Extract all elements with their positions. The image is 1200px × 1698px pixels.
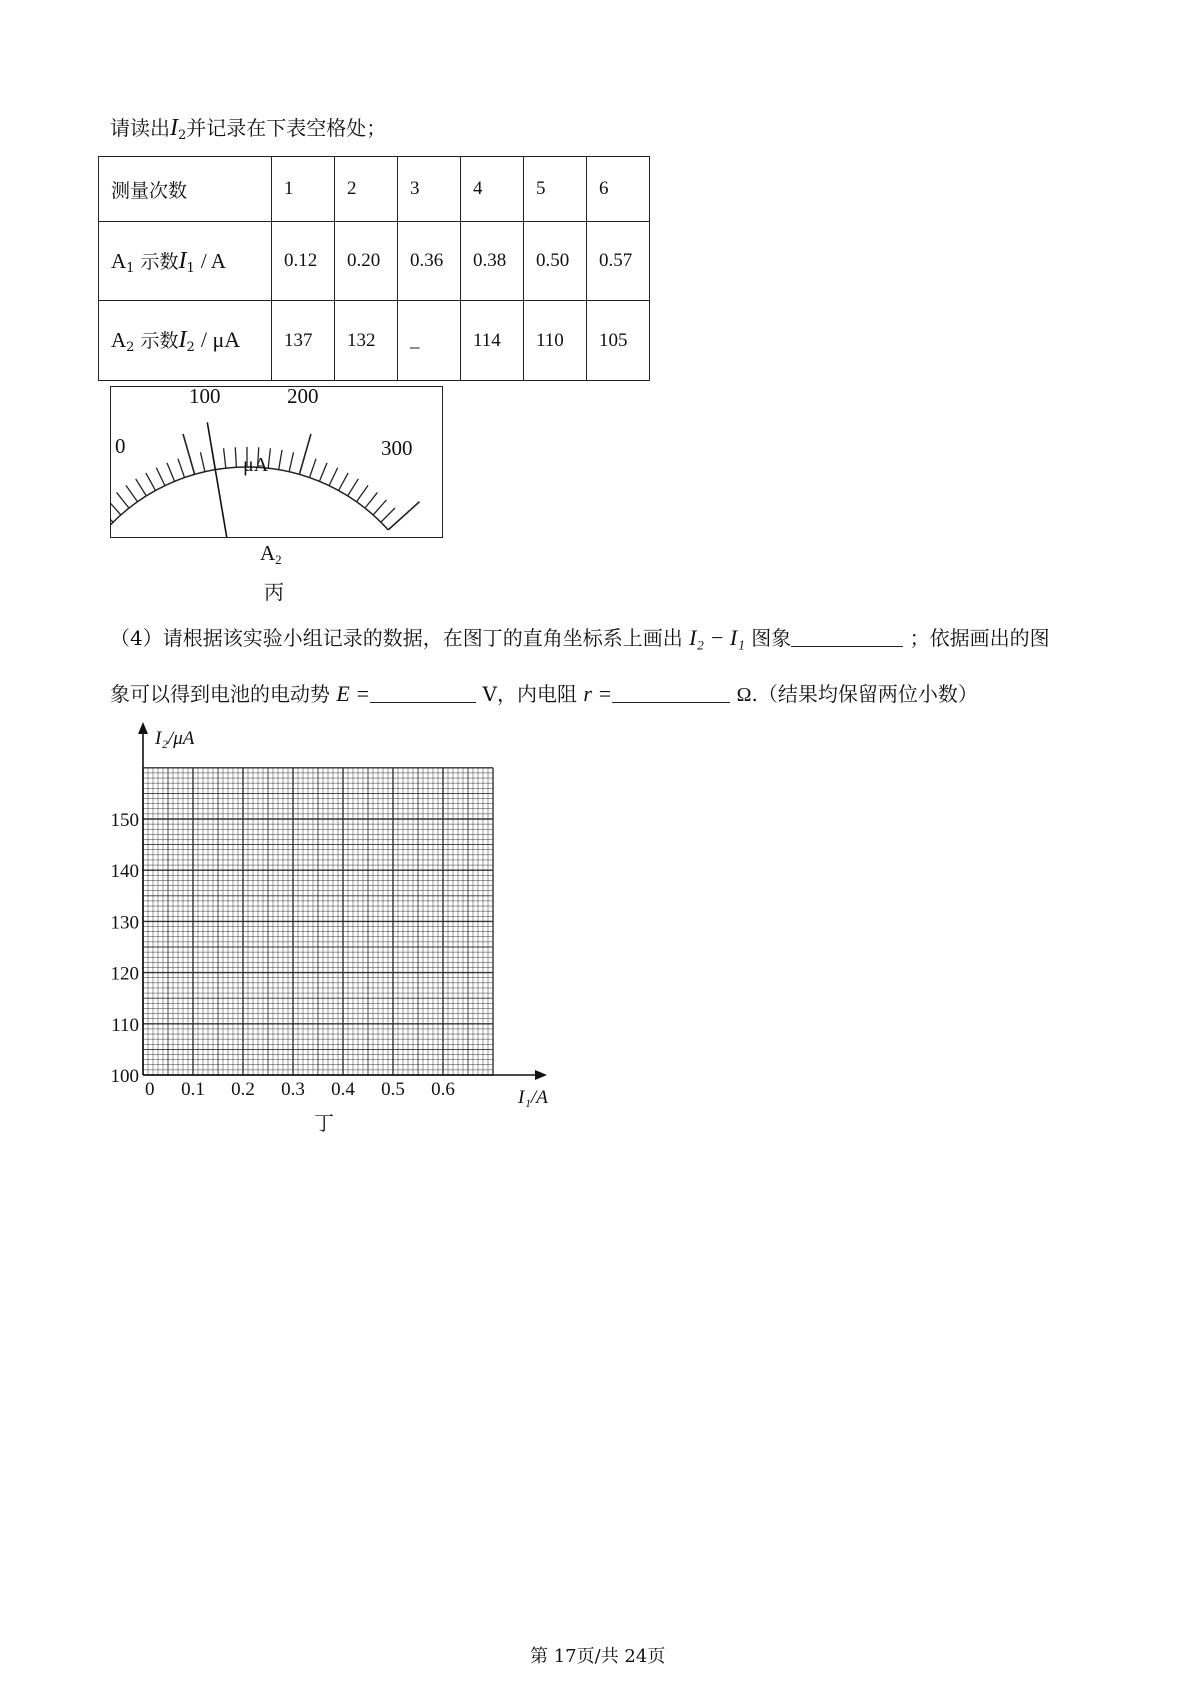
- table-header-label: 测量次数: [99, 157, 272, 222]
- cell-a1-5: 0.50: [524, 222, 587, 301]
- scale-tick: [235, 447, 236, 467]
- scale-tick: [146, 473, 156, 491]
- cell-a2-2: 132: [335, 301, 398, 381]
- intro-var-sub: 2: [178, 128, 187, 143]
- intro-line: [110, 112, 386, 143]
- scale-tick: [299, 434, 311, 474]
- graph-name: I₂ − I₁: [689, 625, 745, 650]
- table-row-a2: [99, 301, 650, 381]
- intro-prefix: 请读出: [110, 116, 170, 140]
- table-col-2: 2: [335, 157, 398, 222]
- question4-line1: （4）请根据该实验小组记录的数据，在图丁的直角坐标系上画出 I₂ − I₁ 图象 ；依据画出的图: [110, 625, 1050, 650]
- y-tick-label: 110: [111, 1014, 139, 1036]
- answer-blank-resistance[interactable]: [612, 684, 730, 703]
- y-tick-label: 120: [110, 963, 139, 985]
- y-axis-label: I₂/μA: [155, 728, 195, 749]
- answer-blank-emf[interactable]: [370, 684, 476, 703]
- chart-caption: 丁: [314, 1111, 334, 1135]
- cell-a2-5: 110: [524, 301, 587, 381]
- cell-a1-3: 0.36: [398, 222, 461, 301]
- scale-tick: [111, 500, 121, 515]
- cell-a2-1: 137: [272, 301, 335, 381]
- scale-tick: [329, 468, 338, 486]
- scale-tick: [224, 448, 226, 468]
- cell-a1-2: 0.20: [335, 222, 398, 301]
- r-symbol: r =: [583, 681, 613, 706]
- intro-suffix: 并记录在下表空格处；: [186, 116, 387, 140]
- scale-tick: [126, 485, 138, 501]
- ammeter-name: $A_2$: [260, 541, 282, 567]
- table-col-6: 6: [587, 157, 650, 222]
- answer-blank-graph[interactable]: [791, 628, 903, 647]
- table-col-5: 5: [524, 157, 587, 222]
- measurement-table: [98, 156, 650, 381]
- scale-tick: [289, 452, 293, 472]
- y-tick-label: 100: [110, 1066, 139, 1087]
- scale-tick: [268, 448, 270, 468]
- cell-a2-6: 105: [587, 301, 650, 381]
- y-tick-label: 130: [110, 912, 139, 934]
- table-col-4: 4: [461, 157, 524, 222]
- cell-a2-4: 114: [461, 301, 524, 381]
- scale-tick: [373, 500, 386, 515]
- scale-tick: [167, 463, 175, 481]
- cell-a1-4: 0.38: [461, 222, 524, 301]
- question4-line2: 象可以得到电池的电动势 E = V，内电阻 r = Ω.（结果均保留两位小数）: [110, 681, 978, 706]
- x-axis-label: I₁/A: [518, 1087, 548, 1108]
- scale-tick: [348, 479, 359, 496]
- emf-symbol: E =: [336, 681, 371, 706]
- row-label-a1: $A_1$ 示数$I_1$ / A: [99, 222, 272, 301]
- grid: [143, 768, 493, 1075]
- scale-tick: [117, 492, 129, 508]
- meter-caption: 丙: [264, 580, 284, 604]
- row-label-a2: $A_2$ 示数$I_2$ / μA: [99, 301, 272, 381]
- x-axis-arrow: [535, 1070, 547, 1080]
- x-tick-label: 0.6: [431, 1079, 455, 1100]
- cell-a1-6: 0.57: [587, 222, 650, 301]
- table-row-a1: [99, 222, 650, 301]
- scale-tick: [279, 450, 282, 470]
- scale-tick: [178, 459, 185, 478]
- y-axis-arrow: [138, 722, 148, 734]
- scale-tick: [183, 434, 195, 474]
- scale-tick: [156, 468, 165, 486]
- x-tick-label: 0.5: [381, 1079, 405, 1100]
- y-tick-label: 140: [110, 861, 139, 883]
- table-col-1: 1: [272, 157, 335, 222]
- page-footer: 第 17页/共 24页: [530, 1646, 666, 1667]
- x-tick-label: 0.3: [281, 1079, 305, 1100]
- ammeter-dial: [111, 387, 441, 537]
- meter-needle: [207, 422, 232, 537]
- x-tick-label: 0.2: [231, 1079, 255, 1100]
- cell-a1-1: 0.12: [272, 222, 335, 301]
- scale-tick: [111, 508, 113, 522]
- scale-tick: [339, 473, 349, 491]
- meter-unit: μA: [243, 454, 269, 476]
- x-tick-label: 0: [145, 1079, 155, 1100]
- scale-tick: [136, 479, 147, 496]
- scale-tick: [309, 459, 316, 478]
- table-col-3: 3: [398, 157, 461, 222]
- scale-tick: [381, 508, 395, 522]
- scale-tick: [388, 502, 419, 530]
- x-tick-label: 0.4: [331, 1079, 355, 1100]
- intro-var: I: [170, 115, 178, 141]
- meter-label: 200: [287, 387, 319, 408]
- graph-paper-chart: [100, 720, 560, 1120]
- scale-tick: [357, 485, 369, 501]
- meter-label: 0: [115, 434, 126, 458]
- scale-tick: [200, 452, 204, 472]
- y-tick-label: 150: [110, 810, 139, 831]
- meter-label: 300: [381, 436, 413, 460]
- meter-label: 100: [189, 387, 221, 408]
- ammeter-face: [110, 386, 443, 538]
- scale-tick: [365, 492, 377, 508]
- scale-tick: [319, 463, 327, 481]
- x-tick-label: 0.1: [181, 1079, 205, 1100]
- cell-a2-3[interactable]: _: [398, 301, 461, 381]
- table-header-row: [99, 157, 650, 222]
